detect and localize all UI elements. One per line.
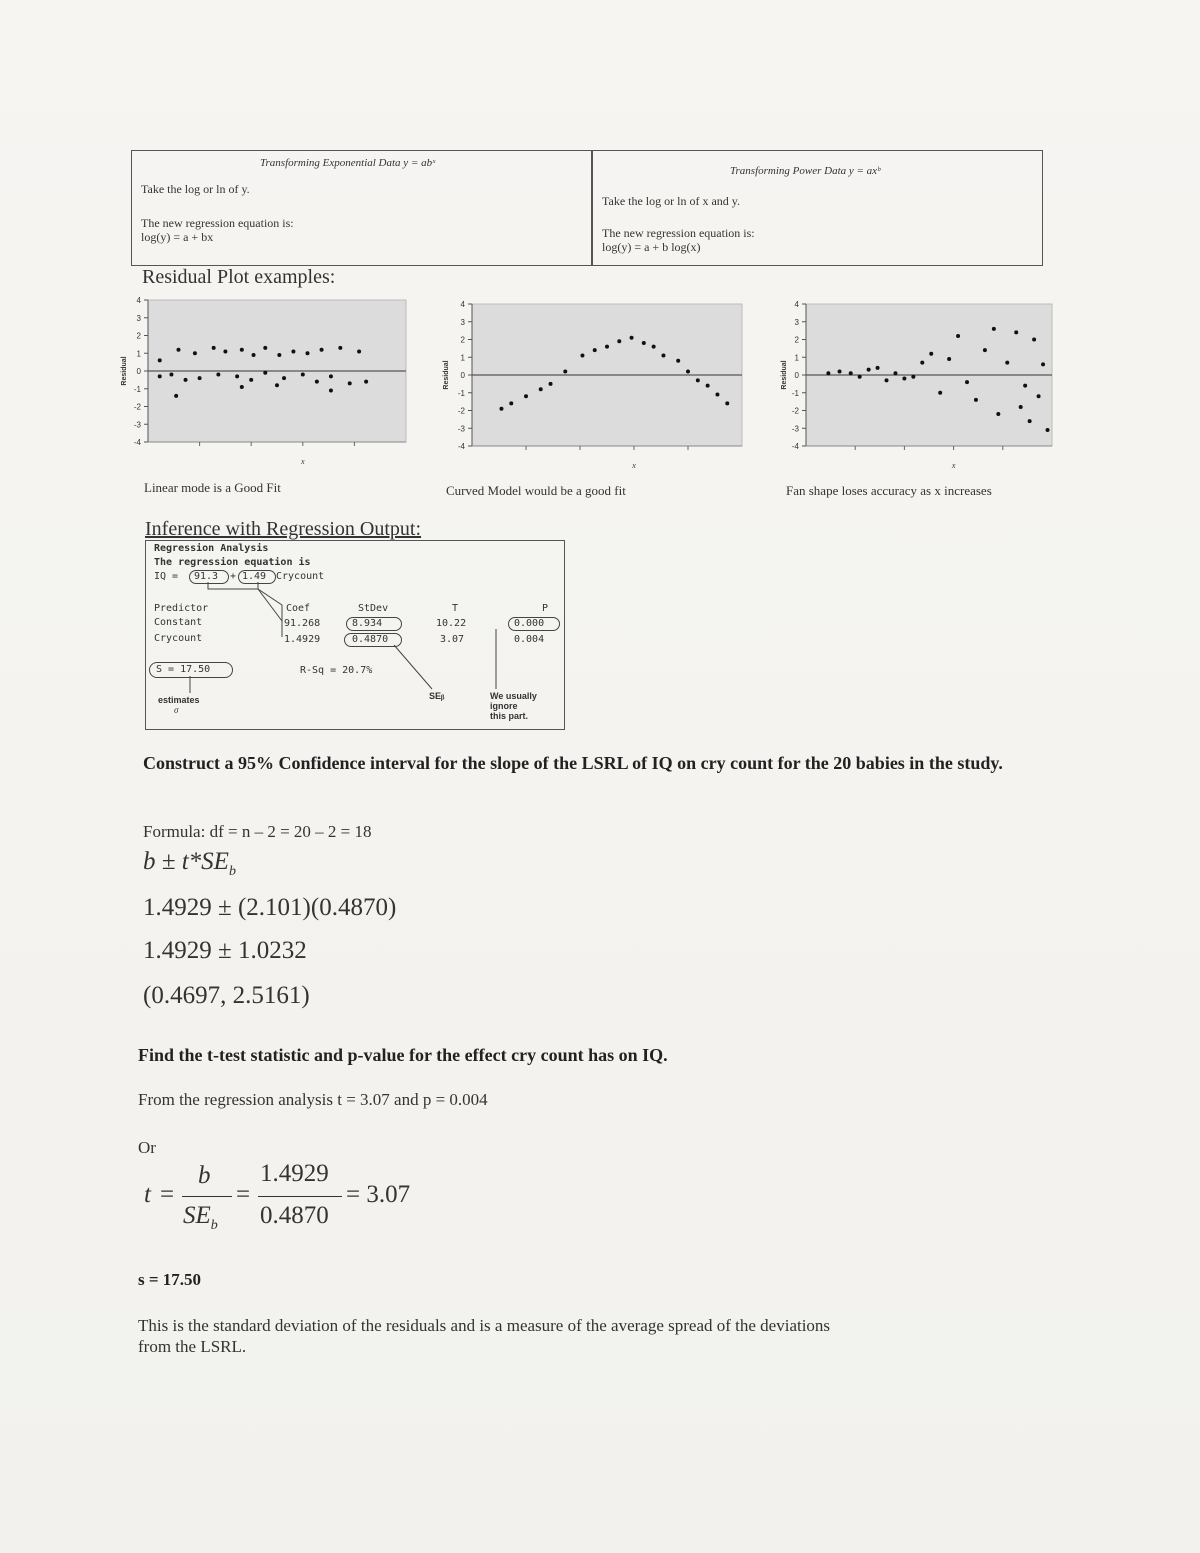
- residual-point: [223, 349, 227, 353]
- plot-caption-curved: Curved Model would be a good fit: [446, 483, 626, 498]
- row-constant-coef: 91.268: [284, 618, 321, 629]
- x-axis-title: x: [301, 457, 305, 466]
- y-tick-label: -3: [791, 424, 799, 434]
- exponential-eq-label: The new regression equation is:: [141, 216, 294, 230]
- residual-point: [240, 348, 244, 352]
- t-answer: From the regression analysis t = 3.07 and p = 0.004: [138, 1090, 488, 1109]
- frac-line-2: [258, 1196, 342, 1197]
- residual-point: [676, 359, 680, 363]
- y-axis-title: Residual: [121, 356, 128, 386]
- residual-point: [605, 345, 609, 349]
- note-ignore-1: We usually: [490, 691, 537, 701]
- residual-point: [1028, 419, 1032, 423]
- annotation-lines: [146, 541, 566, 731]
- ci-step1: 1.4929 ± (2.101)(0.4870): [143, 894, 397, 921]
- ci-question: Construct a 95% Confidence interval for the slope of the LSRL of IQ on cry count for the 20 babies in the study.: [143, 753, 1003, 773]
- plot-caption-fan: Fan shape loses accuracy as x increases: [786, 483, 992, 498]
- residual-point: [996, 412, 1000, 416]
- t-symbol: t: [144, 1181, 151, 1208]
- residual-point: [563, 369, 567, 373]
- residual-point: [630, 336, 634, 340]
- y-tick-label: 0: [136, 367, 141, 376]
- residual-point: [838, 369, 842, 373]
- note-seb: SEᵦ: [429, 691, 445, 701]
- residual-point: [301, 373, 305, 377]
- residual-point: [974, 398, 978, 402]
- y-tick-label: -2: [457, 406, 465, 416]
- residual-point: [193, 351, 197, 355]
- residual-point: [920, 361, 924, 365]
- note-sigma: σ: [174, 705, 179, 715]
- residual-point: [706, 384, 710, 388]
- seb-connector: [394, 645, 432, 689]
- y-tick-label: 3: [794, 317, 799, 327]
- residual-plot-fan: [778, 296, 1058, 471]
- residual-point: [696, 378, 700, 382]
- residual-point: [992, 327, 996, 331]
- ci-formula-main: b ± t*SE: [143, 848, 229, 875]
- residual-point: [1046, 428, 1050, 432]
- y-tick-label: 4: [460, 300, 465, 309]
- exponential-equation: log(y) = a + bx: [141, 230, 214, 244]
- residual-point: [315, 380, 319, 384]
- note-ignore-2: ignore: [490, 701, 518, 711]
- residual-point: [893, 371, 897, 375]
- regression-eq-prefix: IQ =: [154, 571, 179, 582]
- regression-eq-plus: +: [230, 571, 237, 582]
- y-tick-label: 4: [794, 300, 799, 309]
- y-tick-label: 0: [794, 371, 799, 380]
- table-divider: [591, 151, 593, 265]
- residual-point: [329, 389, 333, 393]
- t-den-seb: [183, 1202, 218, 1234]
- t-question: Find the t-test statistic and p-value for the effect cry count has on IQ.: [138, 1045, 668, 1065]
- row-crycount-t: 3.07: [440, 634, 465, 645]
- residual-plot-curved: [440, 296, 750, 471]
- residual-point: [357, 349, 361, 353]
- residual-point: [715, 393, 719, 397]
- s-label: s = 17.50: [138, 1270, 202, 1289]
- residual-point: [661, 353, 665, 357]
- y-tick-label: -3: [133, 420, 141, 430]
- residual-plot-linear: [118, 292, 418, 467]
- x-axis-title: x: [632, 461, 636, 470]
- regression-eq-intercept: 91.3: [194, 571, 219, 582]
- row-constant-p: 0.000: [514, 618, 545, 629]
- regression-eq-var: Crycount: [276, 571, 325, 582]
- header-t: T: [452, 603, 459, 614]
- power-eq-label: The new regression equation is:: [602, 226, 755, 240]
- residual-point: [1032, 338, 1036, 342]
- y-axis-title: Residual: [443, 360, 450, 390]
- residual-point: [1019, 405, 1023, 409]
- t-den-se: SE: [183, 1202, 211, 1229]
- residual-point: [176, 348, 180, 352]
- exponential-step: Take the log or ln of y.: [141, 182, 250, 196]
- header-predictor: Predictor: [154, 603, 209, 614]
- t-result: = 3.07: [346, 1181, 411, 1208]
- y-tick-label: 4: [136, 296, 141, 305]
- intercept-connector: [208, 582, 282, 621]
- residual-point: [617, 339, 621, 343]
- residual-point: [329, 374, 333, 378]
- y-tick-label: 2: [794, 335, 799, 345]
- residual-point: [947, 357, 951, 361]
- slope-connector: [258, 582, 282, 637]
- residual-point: [235, 374, 239, 378]
- y-tick-label: 0: [460, 371, 465, 380]
- residual-point: [291, 349, 295, 353]
- residual-point: [305, 351, 309, 355]
- residual-point: [849, 371, 853, 375]
- residual-point: [826, 371, 830, 375]
- s-explanation-1: This is the standard deviation of the residuals and is a measure of the average spread of the deviations: [138, 1316, 831, 1335]
- residual-point: [275, 383, 279, 387]
- power-step: Take the log or ln of x and y.: [602, 194, 741, 208]
- residual-point: [320, 348, 324, 352]
- ci-result: (0.4697, 2.5161): [143, 982, 310, 1009]
- residual-point: [929, 352, 933, 356]
- residual-point: [858, 375, 862, 379]
- t-eq2: =: [236, 1181, 251, 1208]
- y-tick-label: 1: [460, 353, 465, 363]
- header-p: P: [542, 603, 549, 614]
- y-tick-label: -1: [457, 388, 465, 398]
- t-num-b: b: [198, 1162, 211, 1189]
- residual-point: [580, 353, 584, 357]
- ci-step2: 1.4929 ± 1.0232: [143, 937, 307, 964]
- residual-point: [348, 381, 352, 385]
- plot-caption-linear: Linear mode is a Good Fit: [144, 480, 281, 495]
- residual-point: [509, 401, 513, 405]
- y-tick-label: -3: [457, 424, 465, 434]
- exponential-title: Transforming Exponential Data y = abˣ: [260, 157, 436, 169]
- ci-df-formula: Formula: df = n – 2 = 20 – 2 = 18: [143, 822, 372, 841]
- residual-point: [549, 382, 553, 386]
- residual-point: [983, 348, 987, 352]
- residual-point: [956, 334, 960, 338]
- y-tick-label: -2: [791, 406, 799, 416]
- regression-title: Regression Analysis: [154, 543, 269, 554]
- residual-point: [282, 376, 286, 380]
- residual-point: [169, 373, 173, 377]
- residual-point: [184, 378, 188, 382]
- residual-point: [263, 346, 267, 350]
- residual-point: [212, 346, 216, 350]
- t-den-value: 0.4870: [260, 1202, 329, 1229]
- t-eq1: =: [160, 1181, 175, 1208]
- y-tick-label: -2: [133, 402, 141, 412]
- residual-point: [174, 394, 178, 398]
- power-equation: log(y) = a + b log(x): [602, 240, 701, 254]
- y-tick-label: 2: [460, 335, 465, 345]
- regression-heading: Inference with Regression Output:: [145, 518, 422, 540]
- residual-point: [240, 385, 244, 389]
- y-tick-label: 3: [136, 313, 141, 323]
- y-tick-label: -4: [457, 442, 465, 451]
- residual-point: [911, 375, 915, 379]
- residual-point: [725, 401, 729, 405]
- residual-point: [1037, 394, 1041, 398]
- y-tick-label: -1: [133, 384, 141, 394]
- residual-point: [652, 345, 656, 349]
- row-constant-stdev: 8.934: [352, 618, 383, 629]
- ci-formula: [143, 848, 236, 880]
- y-tick-label: -4: [133, 438, 141, 447]
- residual-point: [1023, 384, 1027, 388]
- power-title: Transforming Power Data y = axᵇ: [730, 165, 881, 177]
- residual-point: [876, 366, 880, 370]
- row-constant-label: Constant: [154, 617, 203, 628]
- residual-point: [277, 353, 281, 357]
- y-tick-label: 2: [136, 331, 141, 341]
- header-coef: Coef: [286, 603, 311, 614]
- y-tick-label: -4: [791, 442, 799, 451]
- t-den-sub: b: [210, 1218, 218, 1233]
- residual-point: [885, 378, 889, 382]
- regression-eq-slope: 1.49: [242, 571, 267, 582]
- row-crycount-label: Crycount: [154, 633, 203, 644]
- residual-point: [364, 380, 368, 384]
- residual-point: [1005, 361, 1009, 365]
- frac-line-1: [182, 1196, 232, 1197]
- row-crycount-stdev: 0.4870: [352, 634, 389, 645]
- residual-point: [499, 407, 503, 411]
- residual-point: [158, 358, 162, 362]
- row-constant-t: 10.22: [436, 618, 467, 629]
- s-value: S = 17.50: [156, 664, 211, 675]
- residual-point: [539, 387, 543, 391]
- residual-point: [198, 376, 202, 380]
- y-tick-label: 3: [460, 317, 465, 327]
- r-squared: R-Sq = 20.7%: [300, 665, 373, 676]
- y-tick-label: -1: [791, 388, 799, 398]
- ci-formula-sub: b: [228, 864, 236, 879]
- residual-point: [216, 373, 220, 377]
- residual-point: [524, 394, 528, 398]
- residual-point: [593, 348, 597, 352]
- residual-point: [249, 378, 253, 382]
- y-tick-label: 1: [794, 353, 799, 363]
- s-explanation-2: from the LSRL.: [138, 1337, 247, 1356]
- regression-output: [145, 540, 565, 730]
- transform-table: [131, 150, 1043, 266]
- residual-point: [263, 371, 267, 375]
- y-tick-label: 1: [136, 349, 141, 359]
- residual-point: [338, 346, 342, 350]
- residual-point: [158, 374, 162, 378]
- residual-point: [686, 369, 690, 373]
- note-ignore-3: this part.: [490, 711, 529, 721]
- residual-point: [965, 380, 969, 384]
- row-crycount-p: 0.004: [514, 634, 545, 645]
- residual-point: [1014, 330, 1018, 334]
- residual-point: [1041, 362, 1045, 366]
- residual-point: [938, 391, 942, 395]
- residual-point: [867, 368, 871, 372]
- header-stdev: StDev: [358, 603, 389, 614]
- note-estimates: estimates: [158, 695, 200, 705]
- t-num-value: 1.4929: [260, 1160, 329, 1187]
- regression-eq-label: The regression equation is: [154, 557, 311, 568]
- residual-point: [642, 341, 646, 345]
- residual-point: [252, 353, 256, 357]
- residual-point: [902, 377, 906, 381]
- t-or: Or: [138, 1138, 156, 1157]
- y-axis-title: Residual: [781, 360, 788, 390]
- x-axis-title: x: [951, 461, 956, 470]
- row-crycount-coef: 1.4929: [284, 634, 321, 645]
- residual-heading: Residual Plot examples:: [142, 266, 336, 288]
